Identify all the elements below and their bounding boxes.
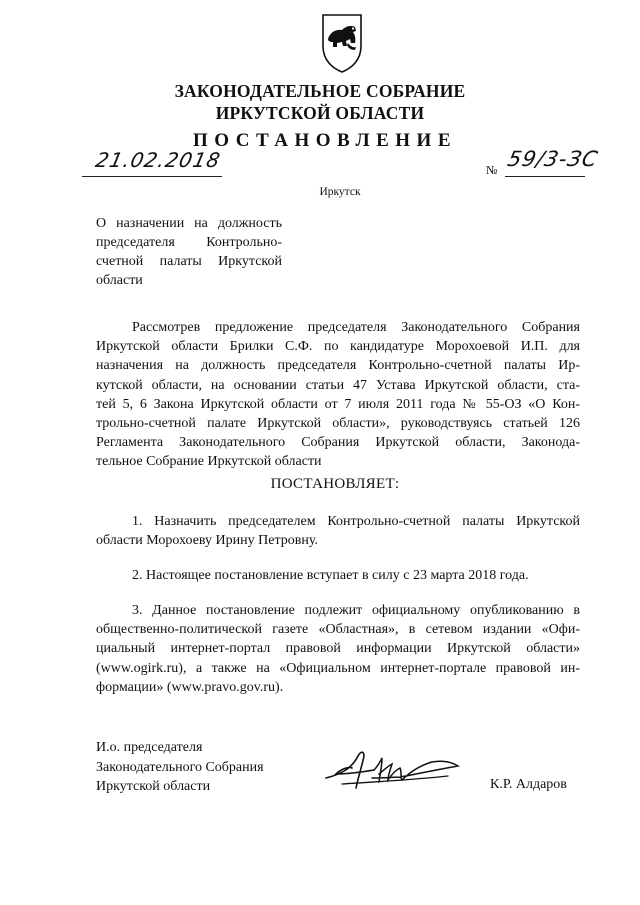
- organization-name-line1: ЗАКОНОДАТЕЛЬНОЕ СОБРАНИЕ: [174, 81, 466, 101]
- preamble-line: Регламента Законодательного Собрания Иркутской области, Законода-: [96, 435, 580, 451]
- signatory-name: К.Р. Алдаров: [490, 777, 567, 792]
- subject-line: счетной палаты Иркутской: [96, 254, 282, 269]
- item-line: области Морохоеву Ирину Петровну.: [96, 533, 318, 549]
- item-line: 3. Данное постановление подлежит официальному опубликованию в: [132, 603, 580, 618]
- signatory-title-line: И.о. председателя: [96, 740, 203, 755]
- preamble-line: Иркутской области Брилки С.Ф. по кандидатуре Морохоевой И.П. для: [96, 339, 580, 355]
- document-subject: [96, 214, 282, 290]
- preamble-line: назначения на должность председателя Контрольно-счетной палаты Ир-: [96, 358, 580, 374]
- preamble-line: Рассмотрев предложение председателя Законодательного Собрания: [132, 320, 580, 335]
- item-line: формации» (www.pravo.gov.ru).: [96, 679, 284, 695]
- preamble-line: кутской области, на основании статьи 47 Устава Иркутской области, ста-: [96, 377, 580, 393]
- subject-line: председателя Контрольно-: [96, 235, 282, 250]
- subject-line: О назначении на должность: [96, 216, 282, 231]
- decree-heading: ПОСТАНОВЛЯЕТ:: [270, 476, 400, 492]
- item-line: циальный интернет-портал правовой информации Иркутской области»: [96, 641, 580, 657]
- subject-line: области: [96, 273, 143, 288]
- preamble-paragraph: [96, 318, 580, 472]
- item-line: 1. Назначить председателем Контрольно-счетной палаты Иркутской: [132, 514, 580, 529]
- resolution-item-2: [96, 566, 580, 585]
- document-date: 21.02.2018: [93, 148, 224, 172]
- city-name: Иркутск: [319, 186, 361, 198]
- organization-name-line2: ИРКУТСКОЙ ОБЛАСТИ: [215, 103, 425, 123]
- date-underline: [82, 176, 222, 177]
- document-type-title: ПОСТАНОВЛЕНИЕ: [192, 130, 458, 151]
- number-underline: [505, 176, 585, 177]
- resolution-item-1: [96, 512, 580, 550]
- preamble-line: трольно-счетной палате Иркутской области», руководствуясь статьей 126: [96, 416, 580, 432]
- item-line: общественно-политической газете «Областная», в сетевом издании «Офи-: [96, 622, 580, 638]
- item-line: (www.ogirk.ru), а также на «Официальном интернет-портале правовой ин-: [96, 660, 580, 676]
- document-number: 59/3-ЗС: [505, 147, 601, 171]
- signatory-title-line: Иркутской области: [96, 779, 211, 794]
- number-prefix: №: [486, 163, 498, 177]
- signatory-title: [96, 738, 264, 797]
- signatory-title-line: Законодательного Собрания: [96, 759, 264, 775]
- preamble-line: тельное Собрание Иркутской области: [96, 454, 322, 470]
- handwritten-signature: [322, 744, 462, 802]
- preamble-line: тей 5, 6 Закона Иркутской области от 7 июля 2011 года № 55-ОЗ «О Кон-: [96, 396, 580, 412]
- resolution-item-3: [96, 601, 580, 697]
- coat-of-arms-icon: [320, 12, 364, 74]
- item-line: 2. Настоящее постановление вступает в силу с 23 марта 2018 года.: [132, 568, 529, 583]
